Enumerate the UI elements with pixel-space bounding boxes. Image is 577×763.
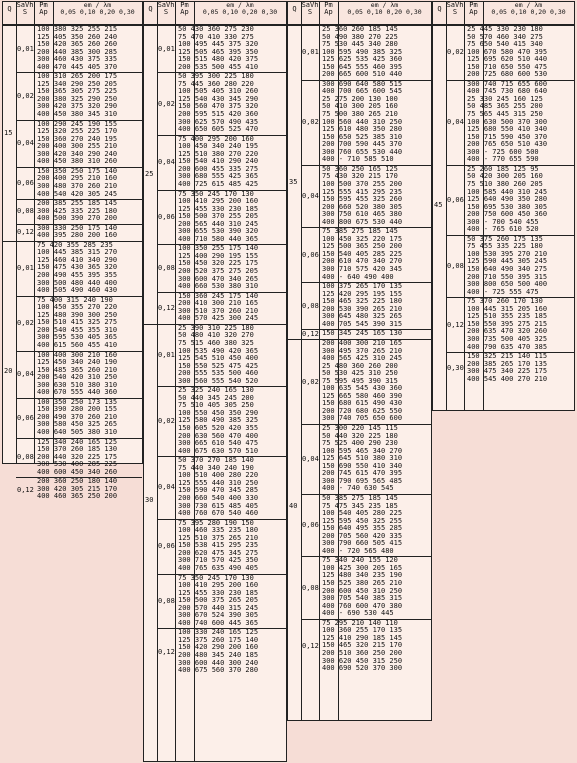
table-row-block: 75 340 240 155 120 100 425 300 205 165 125 480 340 235 190 150 525 380 265 210 200 600 450 310 250 300 705 540 385 315 400 760 600 470 380 400 - 690 530 445: [322, 556, 403, 618]
s-value: 0,12: [447, 320, 464, 329]
header-text: Ap: [39, 8, 48, 16]
s-value: 0,12: [302, 642, 319, 651]
s-value: 0,01: [302, 48, 319, 57]
s-value: 0,12: [17, 485, 34, 494]
table-row-block: 75 420 355 285 235 100 445 385 315 270 125 460 410 340 290 150 475 430 365 320 200 490 455 395 355 300 500 480 440 400 400 505 490 460 430: [37, 240, 118, 295]
table-row-block: 100 350 255 175 140 125 400 290 195 155 150 450 320 225 175 200 520 375 275 205 300 600 470 340 265 400 660 530 380 310: [178, 244, 259, 291]
s-value: 0,08: [158, 264, 175, 273]
s-value: 0,02: [302, 118, 319, 127]
table-row-block: 50 360 250 165 125 75 430 320 215 170 100 500 370 255 200 125 555 415 295 235 150 595 455 325 260 200 660 520 380 305 300 750 610 465 380 400 800 675 530 440: [322, 164, 403, 226]
table-row-block: 75 385 275 185 145 100 450 325 220 175 125 500 365 250 200 150 540 405 285 225 200 610 470 340 270 300 710 575 420 345 400 - 640 490 400: [322, 227, 403, 281]
q-value: 45: [434, 200, 443, 209]
table-row-block: 50 395 300 225 180 75 445 360 280 220 100 505 405 310 260 125 540 430 345 290 150 560 470 375 320 200 595 515 420 360 300 625 570 490 435 400 650 605 525 470: [178, 72, 259, 134]
s-value: 0,01: [17, 44, 34, 53]
s-value: 0,04: [447, 118, 464, 127]
table-row-block: 300 740 715 655 600 400 745 730 680 640 25 330 245 160 125 50 485 365 255 200 75 565 445 315 250 100 630 500 370 300 125 680 550 410 340 150 715 590 450 370 200 765 650 510 430 300 - 725 600 500 400 - 770 655 590: [467, 79, 548, 164]
table-row-block: 200 400 300 210 165 300 495 370 265 210 400 565 425 310 245 25 480 360 260 200 50 530 425 310 250 75 595 495 390 315 100 635 545 430 360 125 665 580 460 390 150 680 615 490 430 200 720 680 625 550 300 740 705 650 600: [322, 339, 403, 423]
header-text: S: [307, 8, 313, 16]
table-row-block: 25 360 260 185 145 50 490 380 270 225 75 530 445 340 280 100 595 490 385 325 125 625 535 425 360 150 645 555 460 395 200 665 600 510 440: [322, 25, 403, 79]
header-pm: [34, 2, 54, 24]
header-text: em / λm: [226, 1, 254, 9]
table-header: [144, 2, 286, 25]
s-value: 0,08: [302, 301, 319, 310]
header-text: Pm: [469, 1, 478, 9]
table-panel: [432, 1, 575, 411]
table-row-block: 25 260 185 125 95 50 420 300 205 160 75 510 380 260 205 100 585 440 310 245 125 640 490 350 280 150 695 530 380 305 200 750 600 450 360 300 - 700 540 455 400 - 765 610 520: [467, 164, 548, 234]
column-divider: [288, 24, 302, 720]
header-text: S: [22, 8, 28, 16]
header-text: Ap: [324, 8, 333, 16]
header-text: Q: [148, 5, 153, 13]
table-row-block: 25 390 310 225 180 50 480 410 320 270 75 515 460 380 325 100 535 490 420 365 125 545 510 450 400 150 550 525 475 425 200 555 535 500 460 300 560 555 540 520: [178, 323, 259, 385]
header-em: [338, 2, 431, 24]
header-text: Pm: [39, 1, 48, 9]
table-row-block: 75 395 280 190 150 100 460 335 235 180 125 510 375 265 210 150 538 415 295 235 200 620 475 345 275 300 710 570 425 350 400 765 635 490 405: [178, 518, 259, 572]
s-value: 0,01: [17, 264, 34, 273]
column-divider: [433, 24, 447, 410]
header-text: S: [452, 8, 458, 16]
table-row-block: 50 430 360 275 230 75 470 410 330 275 100 495 445 375 320 125 505 465 395 350 150 515 480 420 375 200 535 500 455 410: [178, 25, 259, 71]
s-value: 0,04: [302, 192, 319, 201]
header-text: em / λm: [370, 1, 399, 9]
table-panel: [143, 1, 287, 762]
q-value: 25: [145, 170, 154, 179]
header-text: SaVh: [16, 1, 34, 9]
table-row-block: 75 370 260 170 130 100 445 315 205 160 125 510 355 235 185 150 550 395 275 215 200 635 470 320 260 300 735 500 405 325 400 790 635 470 385: [467, 297, 548, 351]
table-row-block: 75 350 245 170 130 100 410 295 200 160 125 455 330 230 185 150 500 375 265 205 200 570 440 315 245 300 670 524 390 305 400 740 600 445 365: [178, 573, 259, 627]
table-header: [3, 2, 142, 25]
header-q: [144, 2, 158, 24]
header-q: [433, 2, 447, 24]
header-text: Pm: [180, 1, 189, 9]
s-value: 0,01: [158, 44, 175, 53]
s-value: 0,08: [17, 207, 34, 216]
s-value: 0,06: [158, 542, 175, 551]
table-row-block: 25 300 220 145 115 50 440 320 225 180 75 525 400 290 230 100 595 465 340 270 125 645 510 380 310 150 690 550 410 340 200 745 615 470 395 300 790 695 565 485 400 - 740 630 545: [322, 424, 403, 493]
table-row-block: 125 340 240 165 125 150 370 260 185 130 200 440 320 225 175 300 530 400 285 225 400 600 450 340 260: [37, 437, 118, 476]
header-text: em / λm: [514, 1, 543, 9]
table-panel: [287, 1, 432, 721]
column-divider: [144, 24, 158, 761]
header-text: 0,05 0,10 0,20 0,30: [491, 8, 566, 16]
header-text: Pm: [324, 1, 333, 9]
table-row-block: 25 325 240 165 130 50 440 345 245 200 75 510 405 305 250 100 550 450 350 290 125 580 490 385 325 150 605 520 420 355 200 630 560 470 400 300 665 610 540 475 400 675 630 570 510: [178, 386, 259, 455]
table-row-block: 100 330 240 165 125 125 375 260 175 140 150 420 290 200 160 200 480 345 240 185 300 600 440 300 240 400 675 560 370 280: [178, 628, 259, 675]
header-text: Ap: [469, 8, 478, 16]
table-row-block: 75 295 210 140 110 100 360 255 170 135 125 410 290 185 145 150 465 320 215 170 200 510 360 250 200 300 620 450 315 250 400 690 520 370 300: [322, 618, 403, 673]
table-row-block: 150 325 215 140 115 200 385 265 170 135 300 475 340 225 175 400 545 400 270 210: [467, 352, 548, 383]
s-value: 0,02: [158, 417, 175, 426]
header-savh: [157, 2, 176, 24]
s-value: 0,08: [447, 262, 464, 271]
table-row-block: 200 385 255 185 145 300 425 335 225 180 400 500 390 270 200: [37, 199, 118, 223]
q-value: 40: [289, 502, 298, 511]
header-q: [3, 2, 17, 24]
s-value: 0,02: [17, 91, 34, 100]
q-value: 20: [4, 367, 13, 376]
table-row-block: 50 370 270 185 140 75 440 340 240 190 100 510 400 280 220 125 555 440 310 250 150 590 470 345 285 200 660 540 400 330 300 730 615 485 405 400 760 670 540 460: [178, 456, 259, 518]
s-value: 0,02: [447, 48, 464, 57]
header-pm: [319, 2, 339, 24]
header-text: 0,05 0,10 0,20 0,30: [347, 8, 422, 16]
header-text: em / λm: [83, 1, 112, 9]
table-row-block: 300 330 250 175 140 400 395 280 200 160: [37, 223, 118, 240]
q-value: 30: [145, 495, 154, 504]
s-value: 0,06: [17, 179, 34, 187]
header-pm: [464, 2, 484, 24]
header-q: [288, 2, 302, 24]
table-header: [433, 2, 574, 25]
table-row-block: 50 375 260 175 135 75 455 335 225 180 100 530 395 270 210 125 590 445 305 245 150 640 490 340 275 200 710 550 395 315 300 800 650 500 400 400 - 725 555 475: [467, 234, 548, 296]
header-text: 0,05 0,10 0,20 0,30: [202, 8, 278, 16]
table-row-block: 100 290 245 190 155 125 320 255 225 170 150 360 270 240 195 200 400 300 255 210 300 420 340 290 240 400 450 380 310 260: [37, 119, 118, 166]
s-value: 0,12: [302, 330, 319, 339]
s-value: 0,12: [158, 303, 175, 312]
header-text: Q: [7, 5, 12, 13]
header-text: SaVh: [301, 1, 319, 9]
header-text: Ap: [180, 8, 189, 16]
header-em: [483, 2, 574, 24]
table-row-block: 50 385 275 185 145 75 475 345 235 185 100 540 405 280 225 125 595 450 325 255 150 640 495 355 285 200 705 560 420 335 300 790 660 505 415 400 - 720 565 480: [322, 494, 403, 555]
table-row-block: 75 400 295 200 160 100 450 340 240 195 125 510 380 270 220 150 540 410 290 240 200 600 455 335 275 300 680 555 425 365 400 725 615 485 425: [178, 134, 259, 188]
header-text: S: [163, 8, 169, 16]
s-value: 0,02: [158, 99, 175, 108]
q-value: 15: [4, 128, 13, 137]
header-em: [194, 2, 286, 24]
table-row-block: 75 350 245 170 130 100 410 295 200 160 125 455 330 230 185 150 500 370 255 205 200 565 440 310 245 300 655 530 390 320 400 710 580 440 365: [178, 189, 259, 243]
s-value: 0,04: [17, 139, 34, 148]
table-row-block: 200 360 250 180 140 300 420 305 215 170 400 460 365 250 200: [37, 477, 118, 501]
s-value: 0,08: [17, 453, 34, 462]
s-value: 0,12: [17, 228, 34, 237]
s-value: 0,01: [158, 351, 175, 360]
table-row-block: 100 380 325 255 215 125 405 350 260 240 150 420 365 260 260 200 440 385 300 285 300 460 430 375 335 400 470 445 405 370: [37, 25, 118, 71]
header-savh: [446, 2, 465, 24]
q-value: 35: [289, 178, 298, 186]
s-value: 0,30: [447, 364, 464, 373]
header-text: Q: [437, 5, 442, 13]
s-value: 0,04: [17, 370, 34, 379]
s-value: 0,06: [17, 413, 34, 422]
s-value: 0,12: [158, 648, 175, 656]
table-row-block: 100 375 265 170 135 125 420 295 195 155 150 465 325 225 180 200 530 390 265 210 300 645 480 325 265 400 705 545 390 315: [322, 282, 403, 328]
s-value: 0,02: [17, 319, 34, 328]
table-row-block: 100 350 250 173 135 150 390 280 200 155 200 490 370 260 210 300 580 450 325 265 400 640 505 380 310: [37, 397, 118, 437]
s-value: 0,04: [158, 158, 175, 167]
table-row-block: 150 360 245 175 140 200 410 300 210 165 300 510 370 260 210 400 570 425 300 245: [178, 291, 259, 323]
table-header: [288, 2, 431, 25]
table-panel: [2, 1, 143, 501]
table-row-block: 150 345 245 165 130: [322, 329, 403, 338]
table-row-block: 100 310 265 200 175 125 340 290 250 205 150 365 305 275 225 200 380 325 290 250 300 420 375 320 290 400 450 380 345 310: [37, 72, 118, 119]
s-value: 0,08: [302, 583, 319, 592]
header-savh: [16, 2, 35, 24]
s-value: 0,06: [158, 212, 175, 221]
s-value: 0,08: [158, 596, 175, 605]
table-row-block: 25 445 330 230 180 50 570 460 340 275 75 650 540 415 340 100 670 580 470 395 125 695 620 510 440 150 710 650 550 475 200 725 680 600 530: [467, 25, 548, 79]
header-text: SaVh: [446, 1, 464, 9]
column-divider: [3, 24, 17, 463]
table-row-block: 300 690 640 580 515 400 700 665 600 545 25 275 200 130 100 50 410 300 205 160 75 500 380 265 210 100 560 440 310 250 125 610 480 350 280 150 650 525 385 310 200 700 590 445 370 300 760 655 530 440 400 - 710 585 510: [322, 79, 403, 164]
column-divider: [301, 24, 320, 720]
header-pm: [175, 2, 195, 24]
table-row-block: 100 400 300 210 160 125 450 340 240 190 150 485 365 260 210 200 540 420 310 250 300 630 510 380 310 400 670 555 440 360: [37, 350, 118, 397]
s-value: 0,06: [302, 250, 319, 259]
s-value: 0,02: [302, 377, 319, 386]
s-value: 0,06: [302, 521, 319, 530]
s-value: 0,04: [158, 483, 175, 492]
header-savh: [301, 2, 320, 24]
header-text: Q: [292, 5, 297, 13]
header-text: SaVh: [157, 1, 175, 9]
header-text: 0,05 0,10 0,20 0,30: [60, 8, 135, 16]
s-value: 0,06: [447, 195, 464, 204]
table-row-block: 75 400 315 240 190 100 450 355 270 220 125 480 390 300 250 150 510 415 325 275 200 540 455 355 310 300 595 530 405 365 400 615 560 455 410: [37, 295, 118, 349]
header-em: [53, 2, 142, 24]
table-row-block: 150 350 250 175 140 200 400 295 210 160 300 480 370 260 210 400 540 420 305 245: [37, 166, 118, 198]
s-value: 0,04: [302, 455, 319, 464]
